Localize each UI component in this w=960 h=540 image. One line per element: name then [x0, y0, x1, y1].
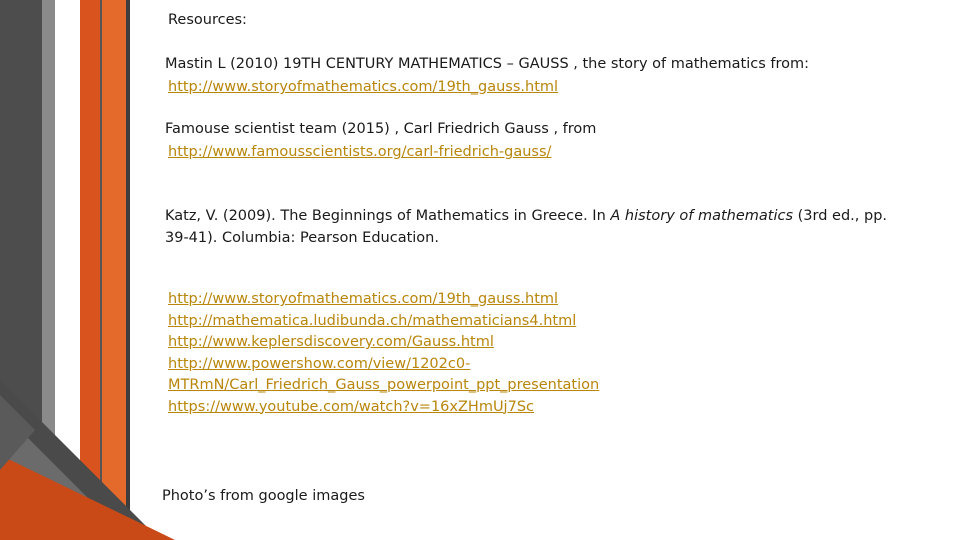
katz-before: Katz, V. (2009). The Beginnings of Mathematics in Greece. In [165, 208, 611, 224]
resources-heading: Resources: [168, 12, 247, 28]
stripe-orange-thin [102, 0, 126, 540]
katz-book-title: A history of mathematics [610, 208, 794, 224]
link-item[interactable]: https://www.youtube.com/watch?v=16xZHmUj7Sc [168, 398, 534, 415]
link-item[interactable]: http://www.powershow.com/view/1202c0- [168, 355, 471, 372]
link-mastin[interactable]: http://www.storyofmathematics.com/19th_gauss.html [168, 79, 559, 95]
link-item[interactable]: http://www.storyofmathematics.com/19th_gauss.html [168, 291, 559, 307]
link-famous-scientists[interactable]: http://www.famousscientists.org/carl-friedrich-gauss/ [168, 144, 552, 160]
citation-mastin: Mastin L (2010) 19TH CENTURY MATHEMATICS – GAUSS , the story of mathematics from: [165, 56, 810, 72]
stripe-gray-mid [100, 0, 102, 540]
link-item[interactable]: http://mathematica.ludibunda.ch/mathematicians4.html [168, 312, 577, 329]
link-item[interactable]: MTRmN/Carl_Friedrich_Gauss_powerpoint_ppt_presentation [168, 377, 600, 393]
citation-katz [165, 205, 905, 249]
link-list [168, 289, 599, 418]
katz-after: (3rd ed., pp. 39-41). Columbia: Pearson Education. [165, 208, 888, 246]
stripe-orange-main [80, 0, 100, 540]
stripe-gray-right [126, 0, 130, 540]
citation-famous-scientists: Famouse scientist team (2015) , Carl Friedrich Gauss , from [165, 121, 597, 137]
photo-credit: Photo’s from google images [162, 488, 365, 504]
link-item[interactable]: http://www.keplersdiscovery.com/Gauss.html [168, 334, 494, 350]
